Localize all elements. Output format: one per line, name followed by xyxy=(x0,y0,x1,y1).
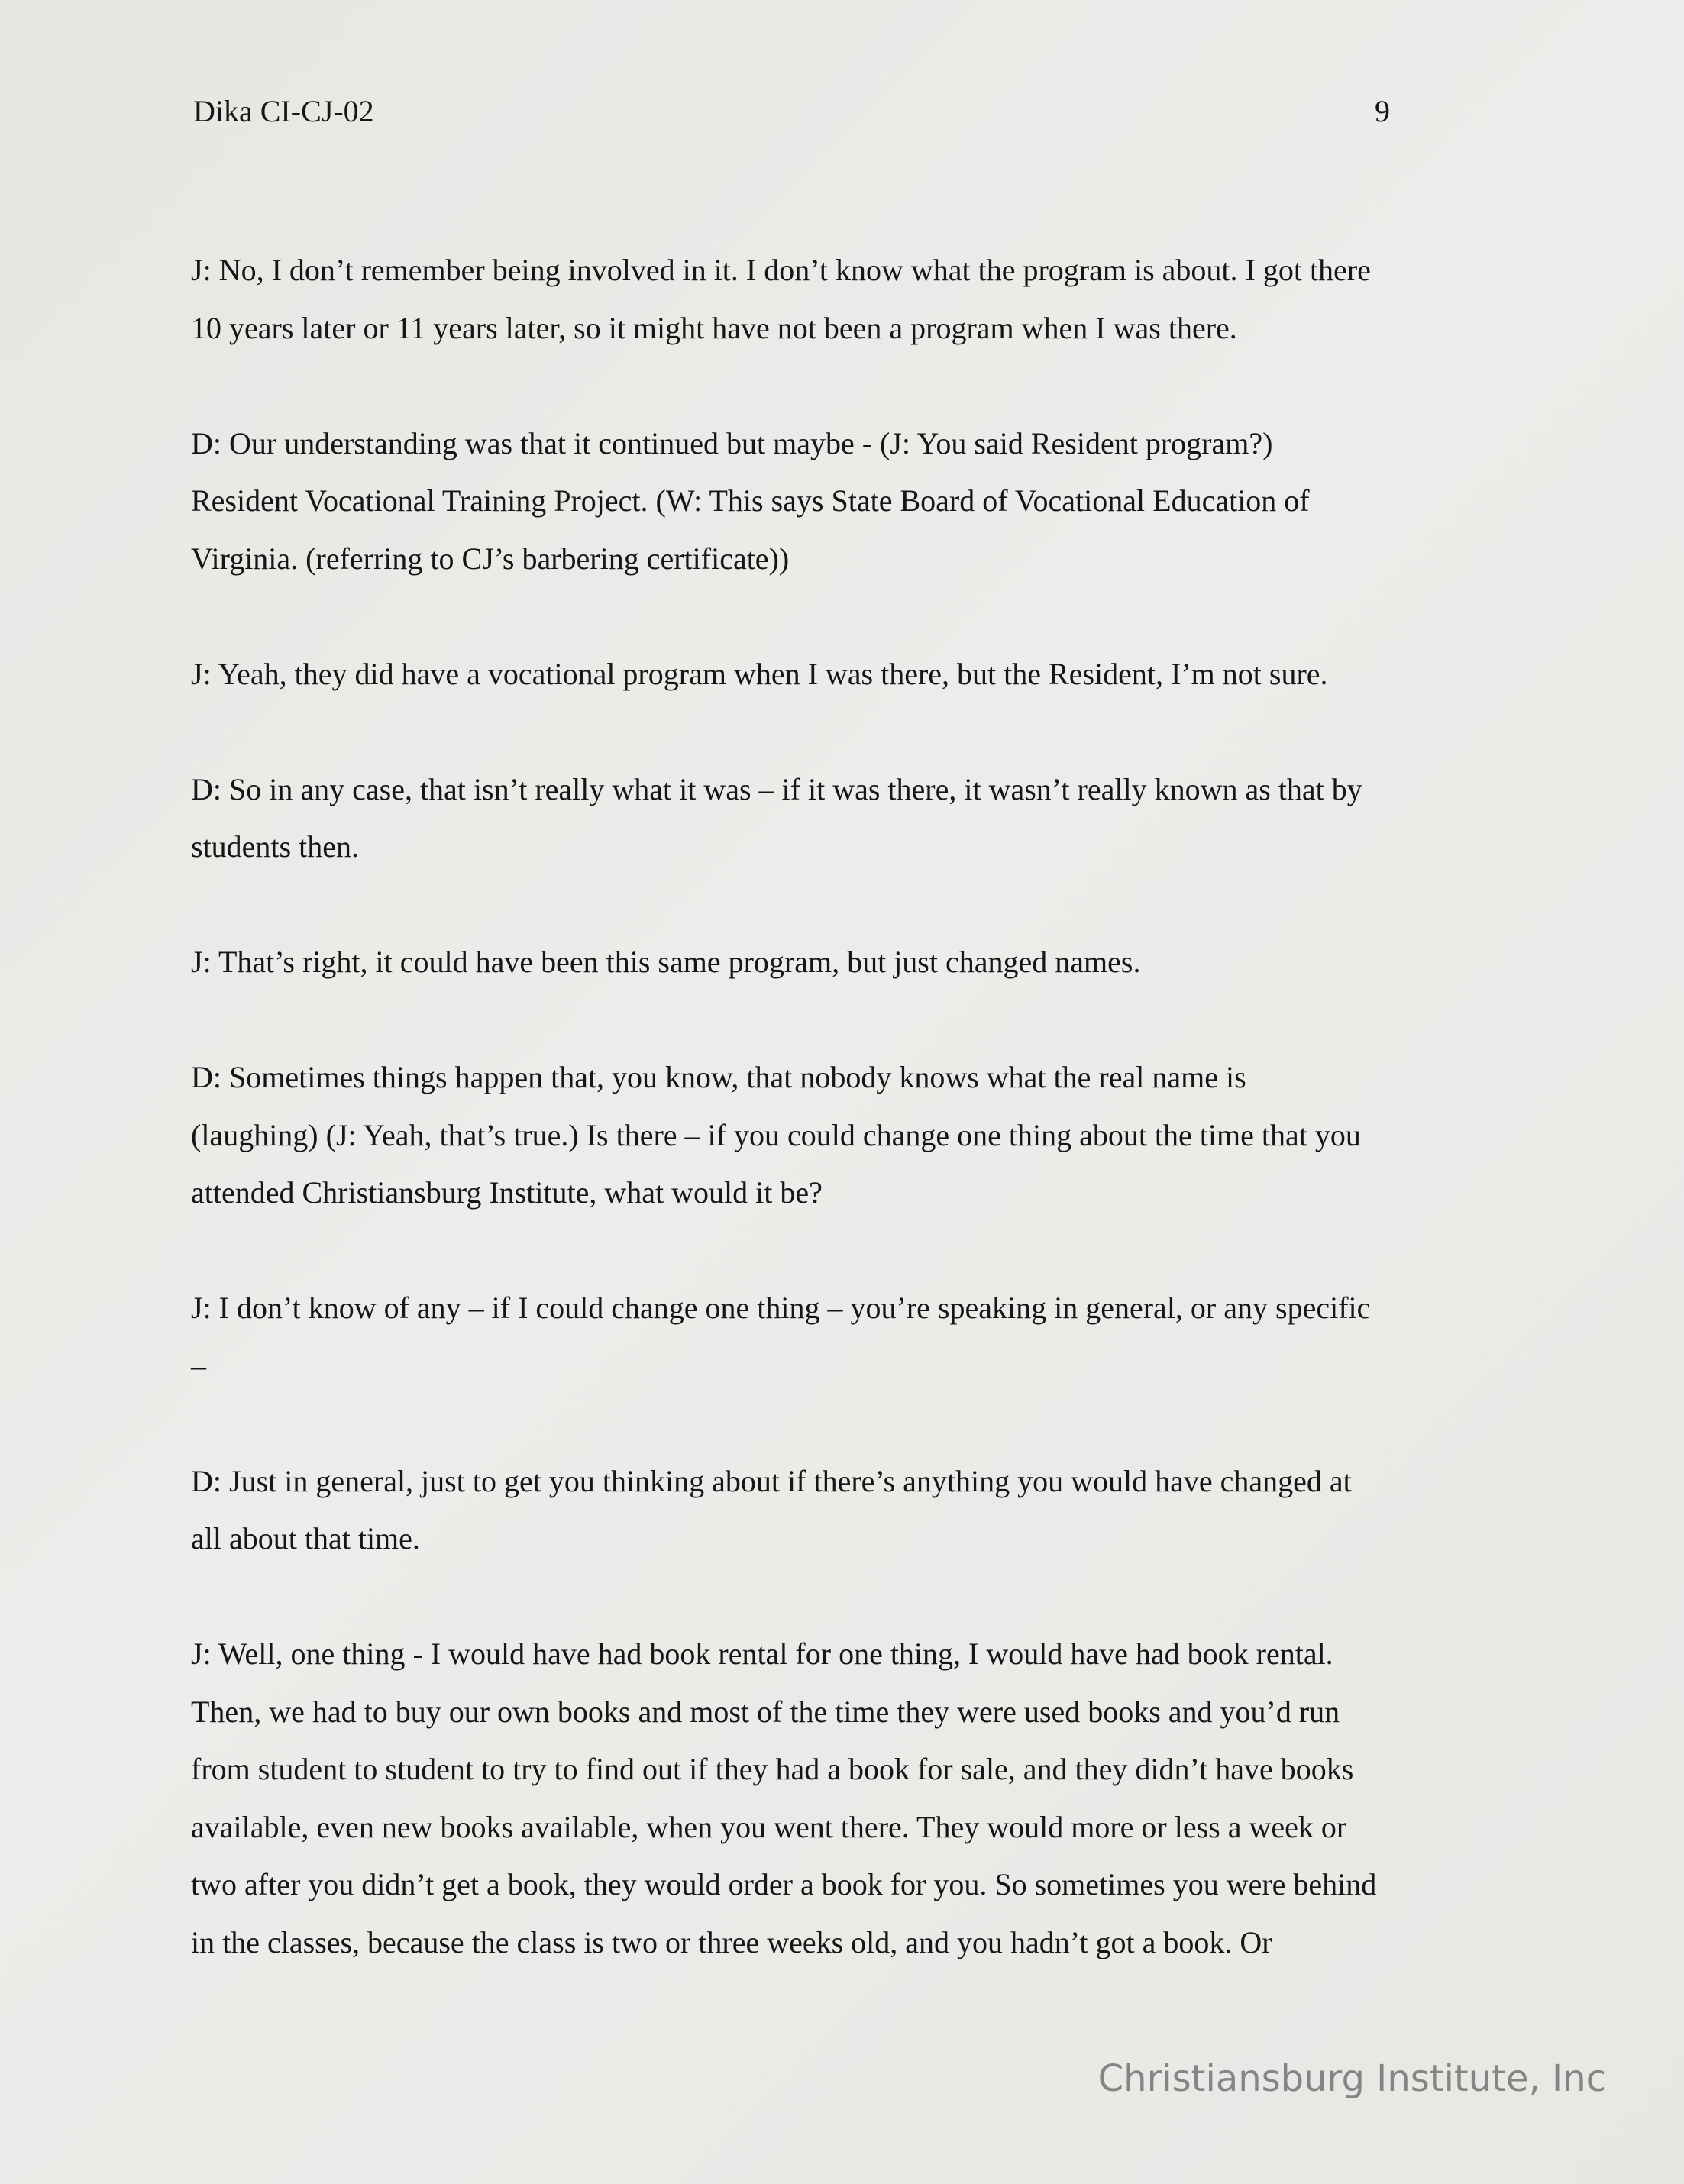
page-number: 9 xyxy=(1375,94,1390,128)
paragraph-line: D: Sometimes things happen that, you know, that nobody knows what the real name is xyxy=(191,1060,1246,1094)
paragraph-line: attended Christiansburg Institute, what would it be? xyxy=(191,1175,823,1210)
paragraph-line: (laughing) (J: Yeah, that’s true.) Is there – if you could change one thing about the time that you xyxy=(191,1117,1361,1152)
paragraph-line: Resident Vocational Training Project. (W: This says State Board of Vocational Education of xyxy=(191,483,1310,518)
paragraph-line: J: I don’t know of any – if I could change one thing – you’re speaking in general, or any specific xyxy=(191,1291,1371,1325)
paragraph-line: J: No, I don’t remember being involved in it. I don’t know what the program is about. I got there xyxy=(191,253,1371,287)
paragraph-line: 10 years later or 11 years later, so it might have not been a program when I was there. xyxy=(191,310,1237,345)
paragraph-line: students then. xyxy=(191,829,359,864)
paragraph-line: in the classes, because the class is two or three weeks old, and you hadn’t got a book. Or xyxy=(191,1924,1272,1959)
paragraph-line: all about that time. xyxy=(191,1521,420,1556)
paragraph-line: Then, we had to buy our own books and most of the time they were used books and you’d run xyxy=(191,1694,1340,1729)
paragraph-line: J: Yeah, they did have a vocational program when I was there, but the Resident, I’m not sure. xyxy=(191,656,1328,691)
paragraph-line: two after you didn’t get a book, they would order a book for you. So sometimes you were behind xyxy=(191,1867,1377,1901)
paragraph-line: D: So in any case, that isn’t really what it was – if it was there, it wasn’t really known as that by xyxy=(191,771,1362,806)
paragraph-line: J: That’s right, it could have been this same program, but just changed names. xyxy=(191,945,1141,979)
paragraph-line: D: Just in general, just to get you thinking about if there’s anything you would have changed at xyxy=(191,1463,1352,1498)
paragraph-line: – xyxy=(191,1348,206,1383)
paragraph-line: from student to student to try to find out if they had a book for sale, and they didn’t have books xyxy=(191,1752,1354,1786)
watermark: Christiansburg Institute, Inc xyxy=(1097,2057,1606,2100)
paragraph-line: available, even new books available, when you went there. They would more or less a week or xyxy=(191,1809,1347,1844)
paragraph-line: J: Well, one thing - I would have had book rental for one thing, I would have had book rental. xyxy=(191,1636,1333,1671)
document-id: Dika CI-CJ-02 xyxy=(193,94,374,128)
transcript-body xyxy=(191,241,1497,1971)
paragraph-line: Virginia. (referring to CJ’s barbering certificate)) xyxy=(191,541,790,576)
paragraph-line: D: Our understanding was that it continued but maybe - (J: You said Resident program?) xyxy=(191,425,1273,460)
